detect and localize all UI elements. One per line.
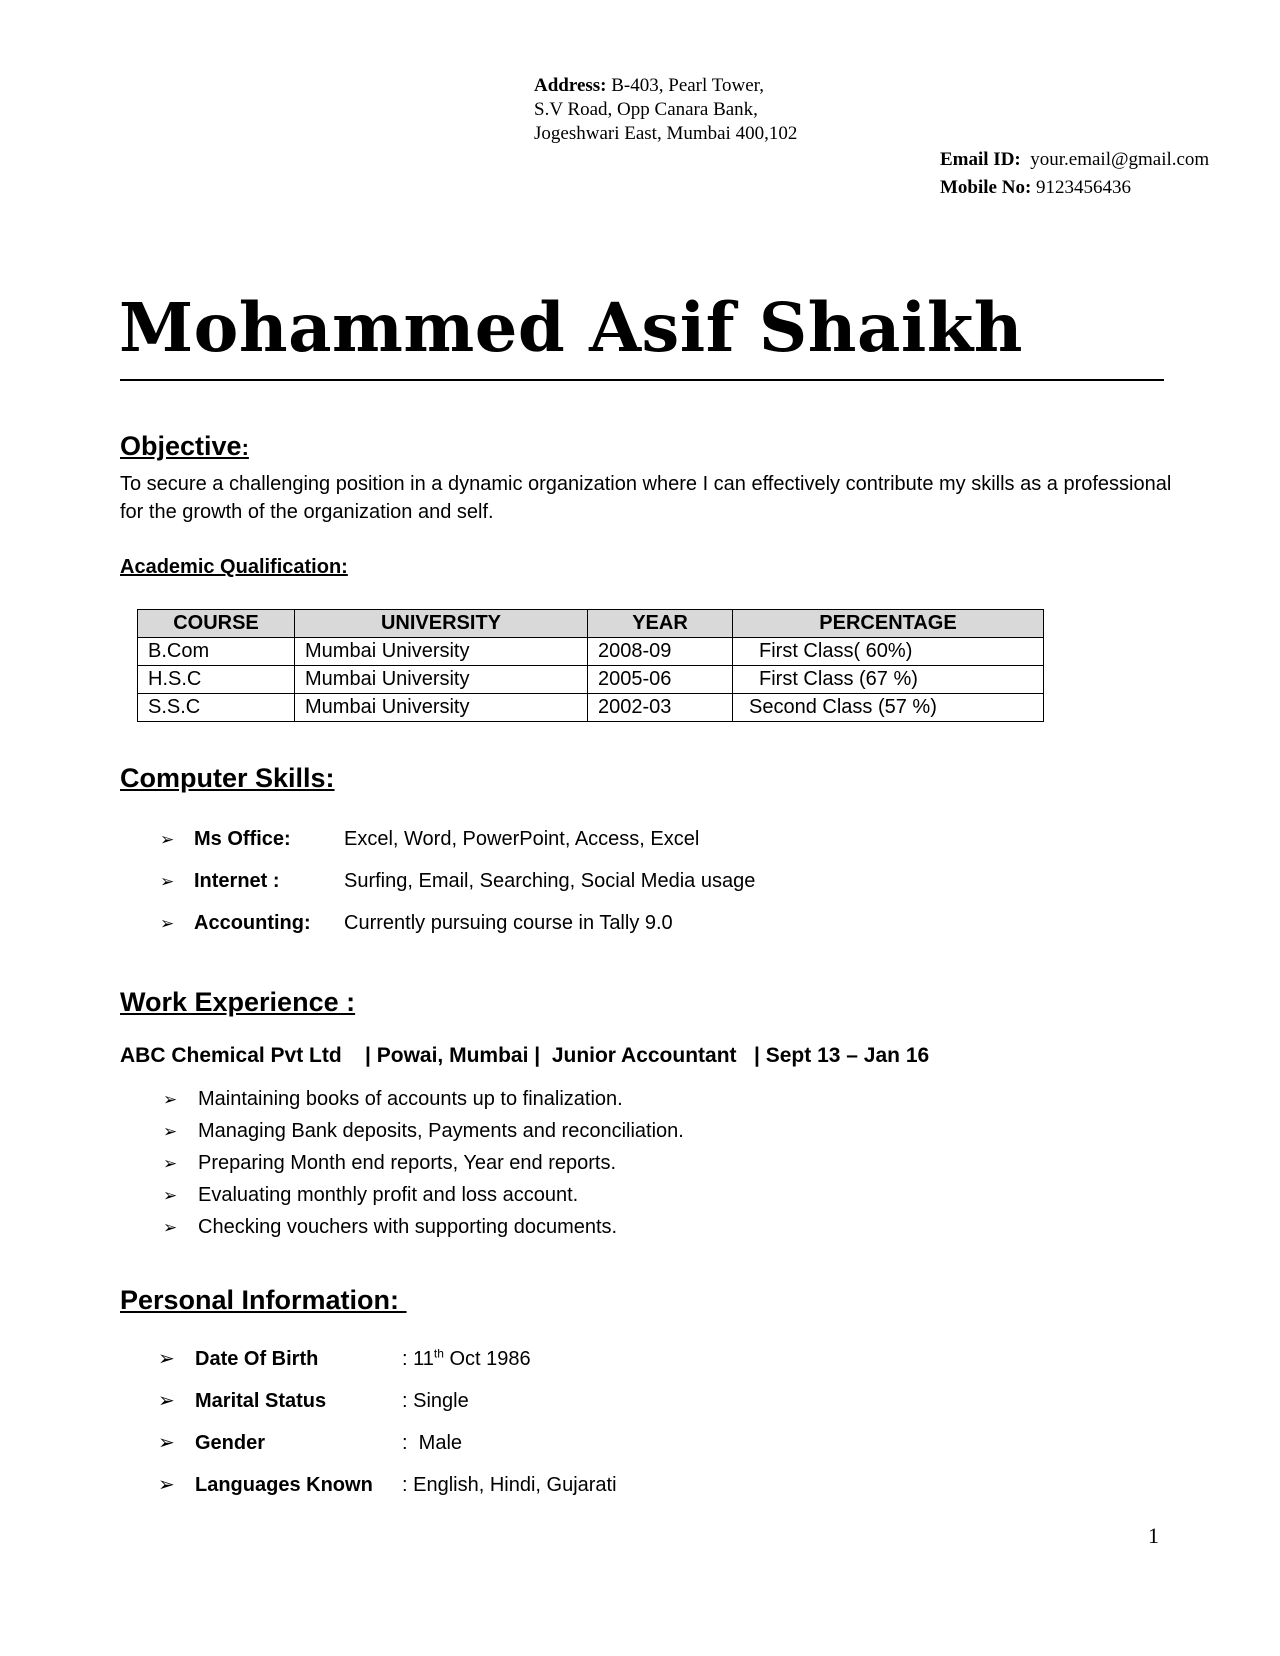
cell-year: 2002-03 <box>588 694 733 722</box>
cell-percentage: Second Class (57 %) <box>733 694 1044 722</box>
table-row <box>138 666 1044 694</box>
dob-label: Date Of Birth <box>195 1348 319 1370</box>
objective-text: To secure a challenging position in a dynamic organization where I can effectively contribute my skills as a professional for the growth of the organization and self. <box>120 473 1172 523</box>
address-label: Address: <box>534 75 607 96</box>
gender-value: : Male <box>402 1432 463 1454</box>
email-line <box>940 146 1209 174</box>
table-header-row <box>138 610 1044 638</box>
skill-value: Excel, Word, PowerPoint, Access, Excel <box>344 828 700 850</box>
languages-label: Languages Known <box>195 1474 373 1496</box>
page-number: 1 <box>1148 1523 1159 1548</box>
arrow-bullet-icon: ➢ <box>160 872 175 892</box>
arrow-bullet-icon: ➢ <box>163 1186 178 1206</box>
duty-item: ➢ Evaluating monthly profit and loss account. <box>163 1184 579 1206</box>
table-row <box>138 638 1044 666</box>
cell-year: 2005-06 <box>588 666 733 694</box>
arrow-bullet-icon: ➢ <box>158 1472 175 1496</box>
email-label: Email ID: <box>940 149 1021 170</box>
skill-item <box>160 912 673 935</box>
arrow-bullet-icon: ➢ <box>158 1388 175 1412</box>
skill-label: Ms Office: <box>194 828 291 850</box>
cell-course: H.S.C <box>138 666 295 694</box>
skill-value: Surfing, Email, Searching, Social Media usage <box>344 870 756 892</box>
marital-label: Marital Status <box>195 1390 327 1412</box>
arrow-bullet-icon: ➢ <box>163 1122 178 1142</box>
dob-value: : 11th Oct 1986 <box>402 1346 531 1370</box>
candidate-name: Mohammed Asif Shaikh <box>119 288 1023 367</box>
col-course: COURSE <box>138 610 295 638</box>
personal-info-heading: Personal Information: <box>120 1285 407 1315</box>
cell-percentage: First Class( 60%) <box>733 638 1044 666</box>
personal-item-languages <box>158 1472 617 1497</box>
col-university: UNIVERSITY <box>295 610 588 638</box>
address-block <box>534 74 797 146</box>
mobile-label: Mobile No: <box>940 177 1032 198</box>
table-row <box>138 694 1044 722</box>
gender-label: Gender <box>195 1432 266 1454</box>
skill-label: Internet : <box>194 870 280 892</box>
duty-item: ➢ Checking vouchers with supporting documents. <box>163 1216 618 1238</box>
skill-item <box>160 828 699 851</box>
arrow-bullet-icon: ➢ <box>163 1154 178 1174</box>
arrow-bullet-icon: ➢ <box>158 1346 175 1370</box>
computer-skills-heading: Computer Skills: <box>120 763 335 793</box>
cell-university: Mumbai University <box>295 666 588 694</box>
address-line-1: Address: B-403, Pearl Tower, <box>534 75 764 96</box>
personal-item-marital <box>158 1388 469 1413</box>
col-year: YEAR <box>588 610 733 638</box>
cell-course: B.Com <box>138 638 295 666</box>
arrow-bullet-icon: ➢ <box>160 830 175 850</box>
personal-item-gender <box>158 1430 462 1455</box>
duty-item: ➢ Maintaining books of accounts up to finalization. <box>163 1088 623 1110</box>
cell-course: S.S.C <box>138 694 295 722</box>
address-line-3: Jogeshwari East, Mumbai 400,102 <box>534 123 798 144</box>
languages-value: : English, Hindi, Gujarati <box>402 1474 617 1496</box>
name-divider <box>120 379 1164 381</box>
marital-value: : Single <box>402 1390 469 1412</box>
cell-year: 2008-09 <box>588 638 733 666</box>
duty-item: ➢ Preparing Month end reports, Year end reports. <box>163 1152 617 1174</box>
cell-university: Mumbai University <box>295 638 588 666</box>
email-value: your.email@gmail.com <box>1030 149 1210 170</box>
arrow-bullet-icon: ➢ <box>163 1218 178 1238</box>
arrow-bullet-icon: ➢ <box>158 1430 175 1454</box>
skill-item <box>160 870 755 893</box>
cell-university: Mumbai University <box>295 694 588 722</box>
col-percentage: PERCENTAGE <box>733 610 1044 638</box>
education-table <box>137 609 1044 722</box>
job-title-line: ABC Chemical Pvt Ltd | Powai, Mumbai | Junior Accountant | Sept 13 – Jan 16 <box>120 1044 930 1067</box>
personal-item-dob <box>158 1346 531 1371</box>
address-line-2: S.V Road, Opp Canara Bank, <box>534 99 758 120</box>
skill-value: Currently pursuing course in Tally 9.0 <box>344 912 673 934</box>
work-experience-heading: Work Experience : <box>120 987 356 1017</box>
mobile-value: 9123456436 <box>1036 177 1132 198</box>
academic-heading: Academic Qualification: <box>120 556 348 578</box>
objective-heading: Objective: <box>120 431 249 461</box>
skill-label: Accounting: <box>194 912 311 934</box>
duty-item: ➢ Managing Bank deposits, Payments and reconciliation. <box>163 1120 684 1142</box>
mobile-line <box>940 174 1209 202</box>
cell-percentage: First Class (67 %) <box>733 666 1044 694</box>
arrow-bullet-icon: ➢ <box>163 1090 178 1110</box>
contact-block <box>940 146 1209 202</box>
arrow-bullet-icon: ➢ <box>160 914 175 934</box>
